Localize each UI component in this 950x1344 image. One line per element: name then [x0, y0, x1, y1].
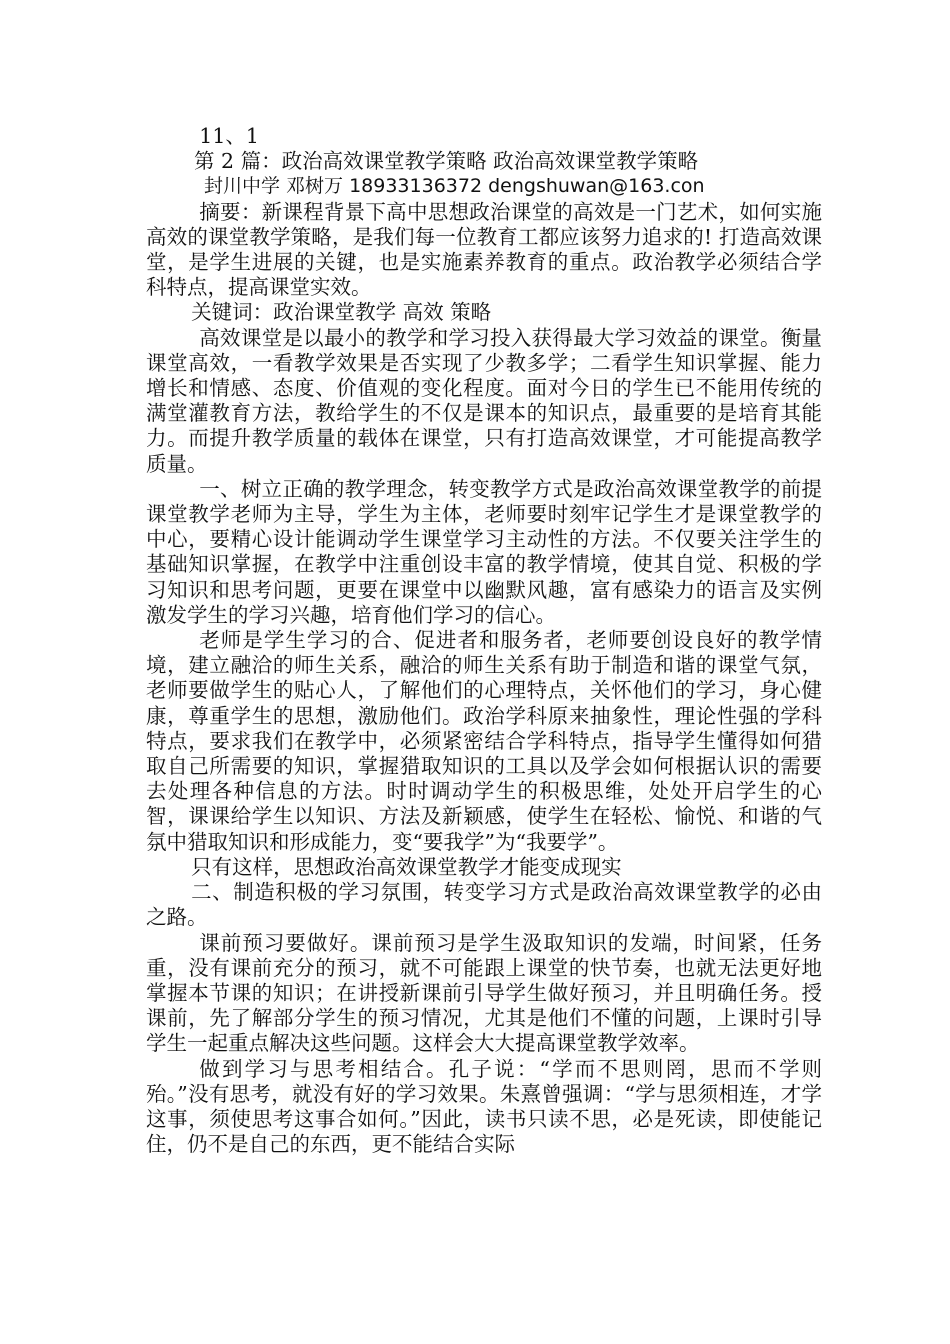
abstract-paragraph: 摘要：新课程背景下高中思想政治课堂的高效是一门艺术，如何实施高效的课堂教学策略，是我们每一位教育工都应该努力追求的! 打造高效课堂，是学生进展的关键，也是实施素养教育的重点。政治教学必须结合学科特点，提高课堂实效。	[146, 199, 822, 300]
body-paragraph: 老师是学生学习的合、促进者和服务者，老师要创设良好的教学情境，建立融洽的师生关系，融洽的师生关系有助于制造和谐的课堂气氛，老师要做学生的贴心人，了解他们的心理特点，关怀他们的学习，身心健康，尊重学生的思想，激励他们。政治学科原来抽象性，理论性强的学科特点，要求我们在教学中，必须紧密结合学科特点，指导学生懂得如何猎取自己所需要的知识，掌握猎取知识的工具以及学会如何根据认识的需要去处理各种信息的方法。时时调动学生的积极思维，处处开启学生的心智，课课给学生以知识、方法及新颖感，使学生在轻松、愉悦、和谐的气氛中猎取知识和形成能力，变“要我学”为“我要学”。	[146, 628, 822, 854]
section-heading-paragraph: 二、制造积极的学习氛围，转变学习方式是政治高效课堂教学的必由之路。	[146, 880, 822, 930]
body-paragraph: 做到学习与思考相结合。孔子说：“学而不思则罔，思而不学则殆。”没有思考，就没有好的学习效果。朱熹曾强调：“学与思须相连，才学这事，须使思考这事合如何。”因此，读书只读不思，必是死读，即使能记住，仍不是自己的东西，更不能结合实际	[146, 1056, 822, 1157]
author-line: 封川中学 邓树万 18933136372 dengshuwan@163.con	[204, 175, 705, 198]
body-paragraph: 只有这样，思想政治高效课堂教学才能变成现实	[191, 854, 622, 879]
section-heading-paragraph: 一、树立正确的教学理念，转变教学方式是政治高效课堂教学的前提 课堂教学老师为主导，学生为主体，老师要时刻牢记学生才是课堂教学的中心，要精心设计能调动学生课堂学习主动性的方法。不仅要关注学生的基础知识掌握，在教学中注重创设丰富的教学情境，使其自觉、积极的学习知识和思考问题，更要在课堂中以幽默风趣，富有感染力的语言及实例激发学生的学习兴趣，培育他们学习的信心。	[146, 476, 822, 627]
document-page	[146, 124, 822, 1157]
article-title: 第 2 篇：政治高效课堂教学策略 政治高效课堂教学策略	[194, 149, 699, 174]
keywords-line: 关键词：政治课堂教学 高效 策略	[191, 300, 492, 325]
body-paragraph: 高效课堂是以最小的教学和学习投入获得最大学习效益的课堂。衡量课堂高效，一看教学效果是否实现了少教多学；二看学生知识掌握、能力增长和情感、态度、价值观的变化程度。面对今日的学生已不能用传统的满堂灌教育方法，教给学生的不仅是课本的知识点，最重要的是培育其能力。而提升教学质量的载体在课堂，只有打造高效课堂，才可能提高教学质量。	[146, 325, 822, 476]
page-number: 11、1	[199, 124, 259, 148]
body-paragraph: 课前预习要做好。课前预习是学生汲取知识的发端，时间紧，任务重，没有课前充分的预习，就不可能跟上课堂的快节奏，也就无法更好地掌握本节课的知识；在讲授新课前引导学生做好预习，并且明确任务。授课前，先了解部分学生的预习情况，尤其是他们不懂的问题，上课时引导学生一起重点解决这些问题。这样会大大提高课堂教学效率。	[146, 930, 822, 1056]
